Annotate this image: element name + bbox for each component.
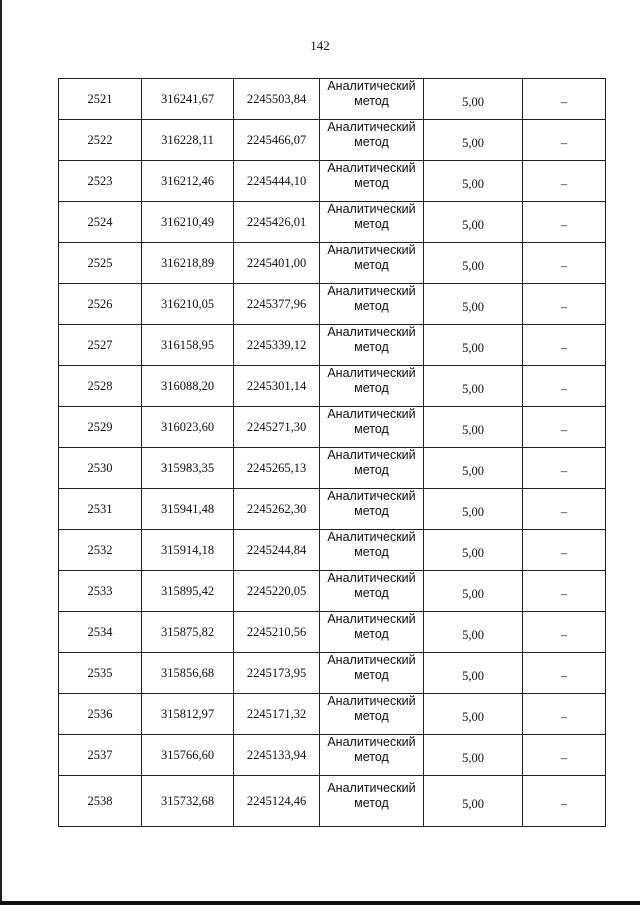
note-cell — [523, 120, 606, 161]
scan-edge-left — [0, 0, 2, 905]
accuracy-text: 5,00 — [462, 709, 484, 724]
method-text: Аналитический метод — [327, 781, 416, 810]
y-coordinate-cell: 2245466,07 — [234, 120, 320, 161]
table-row — [59, 776, 606, 827]
y-coordinate-cell: 2245173,95 — [234, 653, 320, 694]
x-coordinate-cell: 315812,97 — [142, 694, 234, 735]
method-cell — [320, 612, 424, 653]
method-text: Аналитический метод — [327, 653, 416, 682]
method-cell — [320, 776, 424, 827]
x-coordinate-cell: 316241,67 — [142, 79, 234, 120]
accuracy-cell — [424, 325, 523, 366]
note-cell — [523, 489, 606, 530]
accuracy-text: 5,00 — [462, 796, 484, 811]
accuracy-cell — [424, 243, 523, 284]
y-coordinate-cell: 2245244,84 — [234, 530, 320, 571]
note-cell — [523, 612, 606, 653]
method-text: Аналитический метод — [327, 325, 416, 354]
table-row — [59, 79, 606, 120]
note-text: – — [560, 750, 568, 765]
method-text: Аналитический метод — [327, 120, 416, 149]
accuracy-text: 5,00 — [462, 504, 484, 519]
method-cell — [320, 735, 424, 776]
point-id-cell: 2528 — [59, 366, 142, 407]
y-coordinate-cell: 2245503,84 — [234, 79, 320, 120]
note-text: – — [560, 709, 568, 724]
note-cell — [523, 161, 606, 202]
method-cell — [320, 120, 424, 161]
y-coordinate-cell: 2245444,10 — [234, 161, 320, 202]
table-row — [59, 694, 606, 735]
point-id-cell: 2529 — [59, 407, 142, 448]
note-text: – — [560, 135, 568, 150]
y-coordinate-cell: 2245377,96 — [234, 284, 320, 325]
accuracy-cell — [424, 161, 523, 202]
method-cell — [320, 325, 424, 366]
x-coordinate-cell: 316228,11 — [142, 120, 234, 161]
y-coordinate-cell: 2245220,05 — [234, 571, 320, 612]
accuracy-text: 5,00 — [462, 586, 484, 601]
x-coordinate-cell: 315732,68 — [142, 776, 234, 827]
accuracy-cell — [424, 366, 523, 407]
method-text: Аналитический метод — [327, 448, 416, 477]
y-coordinate-cell: 2245124,46 — [234, 776, 320, 827]
point-id-cell: 2531 — [59, 489, 142, 530]
accuracy-cell — [424, 489, 523, 530]
y-coordinate-cell: 2245210,56 — [234, 612, 320, 653]
x-coordinate-cell: 315766,60 — [142, 735, 234, 776]
accuracy-text: 5,00 — [462, 627, 484, 642]
accuracy-cell — [424, 776, 523, 827]
x-coordinate-cell: 315895,42 — [142, 571, 234, 612]
note-cell — [523, 448, 606, 489]
point-id-cell: 2525 — [59, 243, 142, 284]
x-coordinate-cell: 316212,46 — [142, 161, 234, 202]
method-text: Аналитический метод — [327, 571, 416, 600]
method-text: Аналитический метод — [327, 735, 416, 764]
method-cell — [320, 653, 424, 694]
table-row — [59, 366, 606, 407]
x-coordinate-cell: 315983,35 — [142, 448, 234, 489]
scan-edge-bottom — [0, 901, 640, 905]
note-cell — [523, 407, 606, 448]
note-text: – — [560, 463, 568, 478]
table-row — [59, 325, 606, 366]
point-id-cell: 2533 — [59, 571, 142, 612]
method-text: Аналитический метод — [327, 407, 416, 436]
y-coordinate-cell: 2245271,30 — [234, 407, 320, 448]
method-text: Аналитический метод — [327, 612, 416, 641]
table-row — [59, 489, 606, 530]
accuracy-text: 5,00 — [462, 135, 484, 150]
y-coordinate-cell: 2245339,12 — [234, 325, 320, 366]
method-text: Аналитический метод — [327, 694, 416, 723]
method-cell — [320, 694, 424, 735]
note-cell — [523, 284, 606, 325]
note-text: – — [560, 586, 568, 601]
note-text: – — [560, 545, 568, 560]
accuracy-cell — [424, 694, 523, 735]
method-cell — [320, 407, 424, 448]
note-cell — [523, 735, 606, 776]
note-text: – — [560, 627, 568, 642]
method-text: Аналитический метод — [327, 161, 416, 190]
y-coordinate-cell: 2245171,32 — [234, 694, 320, 735]
point-id-cell: 2523 — [59, 161, 142, 202]
accuracy-text: 5,00 — [462, 545, 484, 560]
accuracy-text: 5,00 — [462, 94, 484, 109]
x-coordinate-cell: 315914,18 — [142, 530, 234, 571]
method-text: Аналитический метод — [327, 530, 416, 559]
method-cell — [320, 243, 424, 284]
table-body — [59, 79, 606, 827]
method-text: Аналитический метод — [327, 489, 416, 518]
accuracy-text: 5,00 — [462, 299, 484, 314]
note-text: – — [560, 504, 568, 519]
y-coordinate-cell: 2245133,94 — [234, 735, 320, 776]
table-row — [59, 284, 606, 325]
point-id-cell: 2526 — [59, 284, 142, 325]
method-text: Аналитический метод — [327, 202, 416, 231]
note-cell — [523, 325, 606, 366]
method-cell — [320, 571, 424, 612]
x-coordinate-cell: 316088,20 — [142, 366, 234, 407]
table-row — [59, 530, 606, 571]
table-row — [59, 202, 606, 243]
method-cell — [320, 284, 424, 325]
accuracy-text: 5,00 — [462, 750, 484, 765]
table-row — [59, 653, 606, 694]
note-cell — [523, 79, 606, 120]
point-id-cell: 2530 — [59, 448, 142, 489]
table-row — [59, 448, 606, 489]
note-cell — [523, 530, 606, 571]
accuracy-cell — [424, 612, 523, 653]
note-text: – — [560, 668, 568, 683]
accuracy-text: 5,00 — [462, 176, 484, 191]
x-coordinate-cell: 316210,49 — [142, 202, 234, 243]
note-text: – — [560, 176, 568, 191]
note-cell — [523, 571, 606, 612]
table-row — [59, 571, 606, 612]
accuracy-cell — [424, 735, 523, 776]
point-id-cell: 2527 — [59, 325, 142, 366]
note-text: – — [560, 94, 568, 109]
method-cell — [320, 489, 424, 530]
note-cell — [523, 653, 606, 694]
method-cell — [320, 79, 424, 120]
note-cell — [523, 202, 606, 243]
point-id-cell: 2524 — [59, 202, 142, 243]
note-cell — [523, 243, 606, 284]
accuracy-cell — [424, 79, 523, 120]
x-coordinate-cell: 316218,89 — [142, 243, 234, 284]
method-cell — [320, 448, 424, 489]
coordinates-table — [58, 78, 606, 827]
accuracy-cell — [424, 202, 523, 243]
x-coordinate-cell: 315875,82 — [142, 612, 234, 653]
table-row — [59, 161, 606, 202]
x-coordinate-cell: 315941,48 — [142, 489, 234, 530]
method-text: Аналитический метод — [327, 243, 416, 272]
note-cell — [523, 694, 606, 735]
note-cell — [523, 366, 606, 407]
method-text: Аналитический метод — [327, 79, 416, 108]
method-cell — [320, 161, 424, 202]
y-coordinate-cell: 2245265,13 — [234, 448, 320, 489]
table-row — [59, 243, 606, 284]
accuracy-text: 5,00 — [462, 422, 484, 437]
method-text: Аналитический метод — [327, 366, 416, 395]
point-id-cell: 2534 — [59, 612, 142, 653]
accuracy-cell — [424, 571, 523, 612]
note-text: – — [560, 796, 568, 811]
accuracy-cell — [424, 120, 523, 161]
page-number: 142 — [310, 38, 330, 53]
note-text: – — [560, 258, 568, 273]
method-cell — [320, 530, 424, 571]
x-coordinate-cell: 316210,05 — [142, 284, 234, 325]
note-text: – — [560, 422, 568, 437]
y-coordinate-cell: 2245301,14 — [234, 366, 320, 407]
accuracy-text: 5,00 — [462, 463, 484, 478]
y-coordinate-cell: 2245401,00 — [234, 243, 320, 284]
point-id-cell: 2535 — [59, 653, 142, 694]
y-coordinate-cell: 2245262,30 — [234, 489, 320, 530]
point-id-cell: 2532 — [59, 530, 142, 571]
table-row — [59, 735, 606, 776]
method-text: Аналитический метод — [327, 284, 416, 313]
accuracy-text: 5,00 — [462, 340, 484, 355]
accuracy-cell — [424, 284, 523, 325]
accuracy-cell — [424, 407, 523, 448]
note-text: – — [560, 381, 568, 396]
accuracy-cell — [424, 448, 523, 489]
note-text: – — [560, 340, 568, 355]
point-id-cell: 2537 — [59, 735, 142, 776]
table-row — [59, 407, 606, 448]
y-coordinate-cell: 2245426,01 — [234, 202, 320, 243]
point-id-cell: 2521 — [59, 79, 142, 120]
note-cell — [523, 776, 606, 827]
method-cell — [320, 202, 424, 243]
method-cell — [320, 366, 424, 407]
accuracy-text: 5,00 — [462, 217, 484, 232]
x-coordinate-cell: 316158,95 — [142, 325, 234, 366]
note-text: – — [560, 217, 568, 232]
accuracy-cell — [424, 530, 523, 571]
accuracy-cell — [424, 653, 523, 694]
note-text: – — [560, 299, 568, 314]
point-id-cell: 2522 — [59, 120, 142, 161]
accuracy-text: 5,00 — [462, 258, 484, 273]
accuracy-text: 5,00 — [462, 381, 484, 396]
x-coordinate-cell: 315856,68 — [142, 653, 234, 694]
table-row — [59, 612, 606, 653]
point-id-cell: 2538 — [59, 776, 142, 827]
point-id-cell: 2536 — [59, 694, 142, 735]
accuracy-text: 5,00 — [462, 668, 484, 683]
table-row — [59, 120, 606, 161]
x-coordinate-cell: 316023,60 — [142, 407, 234, 448]
